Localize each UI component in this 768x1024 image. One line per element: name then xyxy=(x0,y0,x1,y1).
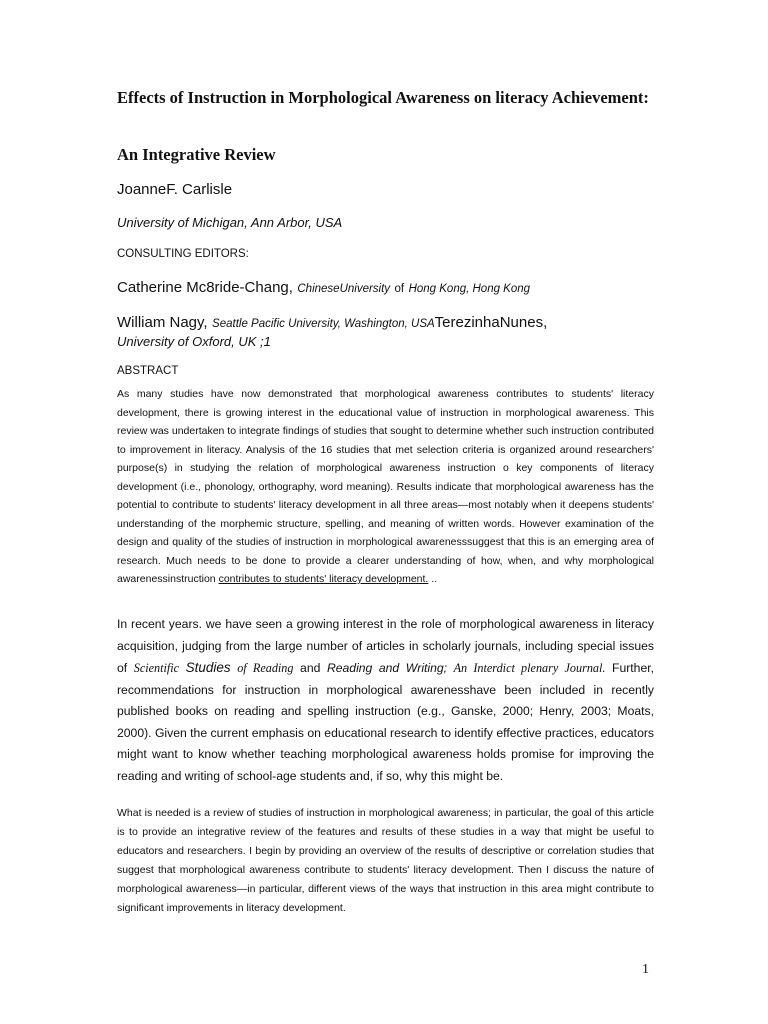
article-subtitle: An Integrative Review xyxy=(117,145,276,164)
article-title: Effects of Instruction in Morphological Awareness on literacy Achievement: xyxy=(117,88,649,107)
editor-affiliation: Hong Kong, Hong Kong xyxy=(408,283,531,295)
editor-line-1 xyxy=(117,279,530,297)
para1-text-b: Further, recommendations for instruction in morphological awarenesshave been included in recently published books on reading and spelling instruction (e.g., Ganske, 2000; Henry, 2003; Moats, 2000). Given the current emphasis on educational research to identify effective practices, educators might want to know whether teaching morphological awareness holds promise for improving the reading and writing of school-age students and, if so, why this might be. xyxy=(117,661,654,783)
editor-line-2 xyxy=(117,314,677,350)
journal-title: An Interdict plenary Journal. xyxy=(453,661,606,675)
author-name: JoanneF. Carlisle xyxy=(117,181,233,198)
editor-name: TerezinhaNunes, xyxy=(434,314,548,331)
page-number: 1 xyxy=(642,962,649,977)
journal-title: Scientific xyxy=(133,661,180,675)
abstract-body: As many studies have now demonstrated that morphological awareness contributes to students' literacy development, there is growing interest in the educational value of instruction in morphological awareness. This review was undertaken to integrate findings of studies that sought to determine whether such instruction contributed to improvement in literacy. Analysis of the 16 studies that met selection criteria is organized around researchers' purpose(s) in studying the relation of morphological awareness instruction o key components of literacy development (i.e., phonology, orthography, word meaning). Results indicate that morphological awareness has the potential to contribute to students' literacy development in all three areas—most notably when it deepens students' understanding of the morphemic structure, spelling, and meaning of written words. However examination of the design and quality of the studies of instruction in morphological awarenesssuggest that this is an emerging area of research. Much needs to be done to provide a clearer understanding of how, when, and why morphological awarenessinstruction xyxy=(117,388,654,585)
para1-and: and xyxy=(300,661,321,675)
editor-name: Catherine Mc8ride-Chang, xyxy=(117,279,293,296)
journal-title: of Reading xyxy=(237,661,294,675)
para1-text-a: In recent years. we have seen a growing interest in the role of morphological awareness in literacy acquisition, judging from the large number of articles in scholarly journals, including special issues of xyxy=(117,617,654,675)
editor-affiliation: University of Oxford, UK ;1 xyxy=(117,334,271,349)
author-affiliation: University of Michigan, Ann Arbor, USA xyxy=(117,215,343,230)
journal-title: Reading and Writing; xyxy=(326,661,448,675)
editor-affiliation: Seattle Pacific University, Washington, USA xyxy=(212,318,435,330)
editor-affiliation: ChineseUniversity xyxy=(297,283,391,295)
body-paragraph-2: What is needed is a review of studies of instruction in morphological awareness; in particular, the goal of this article is to provide an integrative review of the features and results of these studies in a way that might be useful to educators and researchers. I begin by providing an overview of the results of descriptive or correlation studies that suggest that morphological awareness contribute to students' literacy development. Then I discuss the nature of morphological awareness—in particular, different views of the ways that instruction in this area might contribute to significant improvements in literacy development. xyxy=(117,807,654,914)
abstract-tail: .. xyxy=(431,573,438,585)
abstract-text xyxy=(117,385,654,589)
journal-title: Studies xyxy=(185,660,231,675)
abstract-label: ABSTRACT xyxy=(117,365,179,377)
abstract-link[interactable]: contributes to students' literacy development. xyxy=(218,573,429,585)
body-paragraph-1 xyxy=(117,614,654,787)
editor-affiliation: of xyxy=(394,283,405,295)
consulting-editors-label: CONSULTING EDITORS: xyxy=(117,248,249,260)
editor-name: William Nagy, xyxy=(117,314,208,331)
